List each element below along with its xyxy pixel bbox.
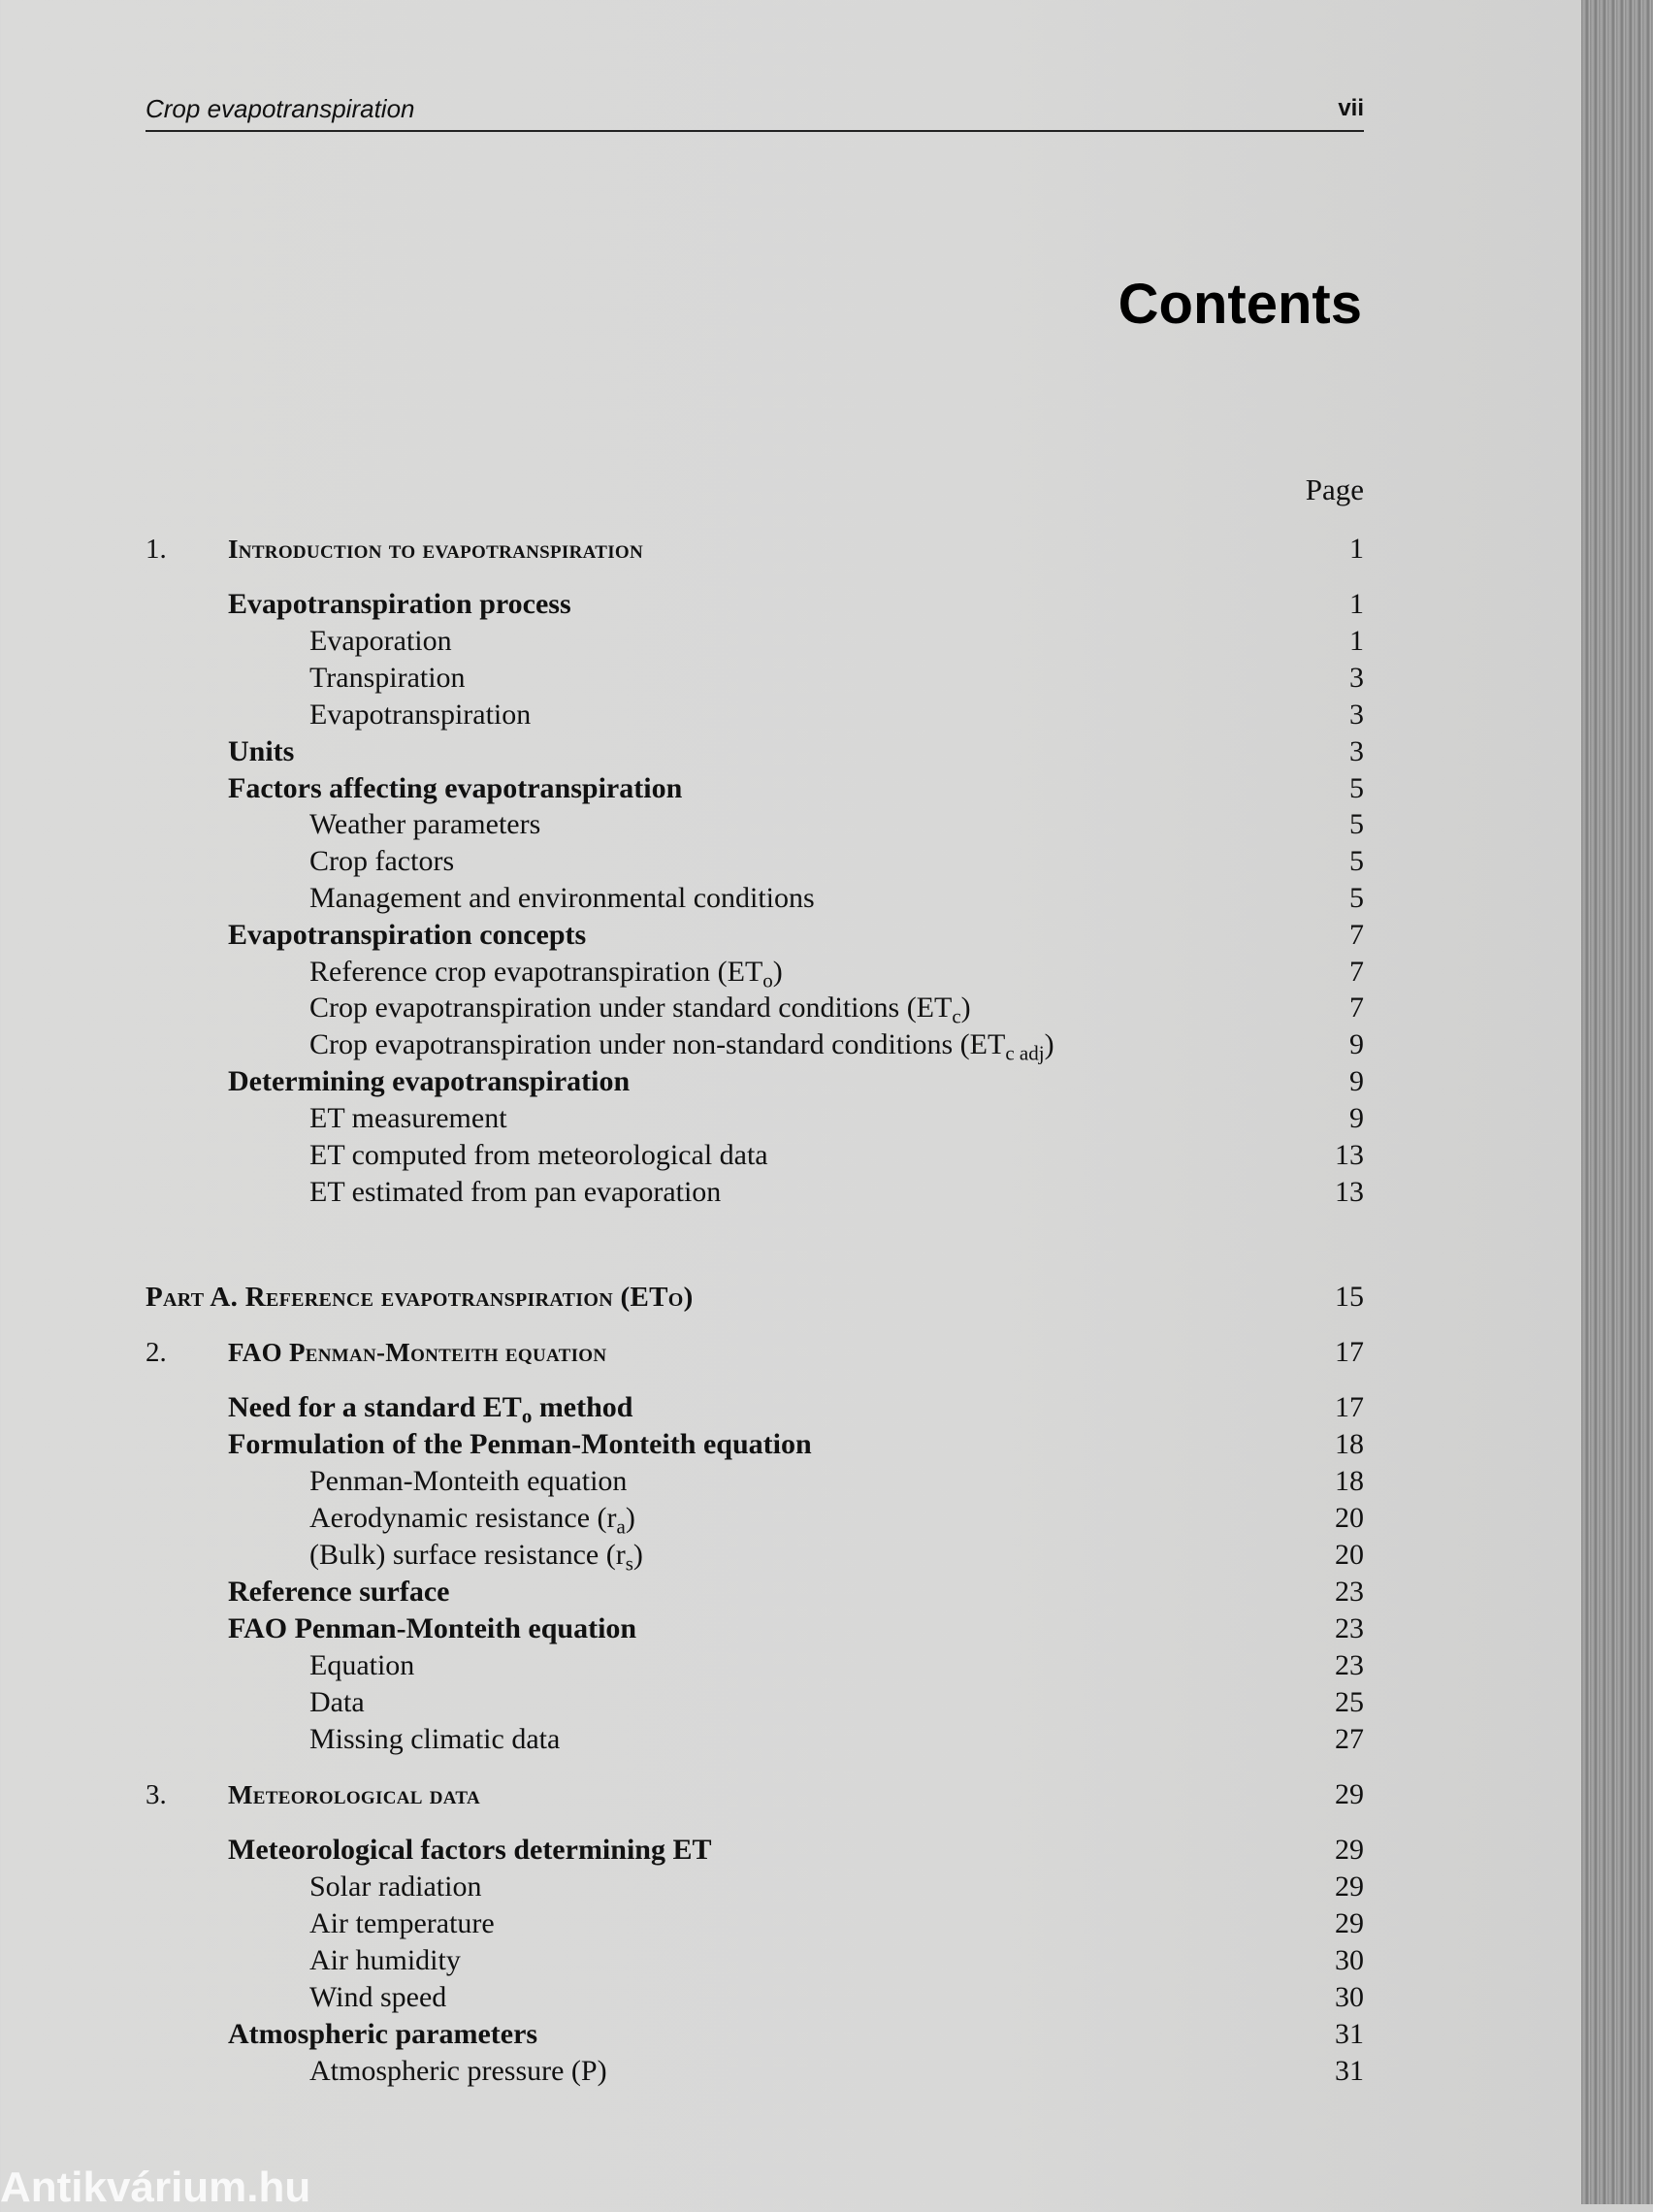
toc-entry-title [309, 1905, 495, 1942]
toc-entry [0, 586, 1364, 623]
toc-entry [0, 1721, 1364, 1758]
toc-entry [0, 1574, 1364, 1610]
toc-entry [0, 1979, 1364, 2016]
toc-entry-text: ET estimated from pan evaporation [309, 1176, 722, 1208]
toc-entry [0, 1463, 1364, 1500]
page-number: 1 [1349, 625, 1364, 657]
toc-entry-text: Missing climatic data [309, 1723, 561, 1755]
toc-entry-title [309, 1137, 768, 1174]
toc-entry-text: Wind speed [309, 1981, 447, 2013]
toc-entry [0, 2016, 1364, 2053]
toc-entry-suffix: method [532, 1391, 633, 1423]
page-number: 30 [1335, 1944, 1364, 1976]
page-title: Contents [1118, 273, 1362, 336]
toc-entry-text: Evapotranspiration concepts [228, 919, 587, 951]
running-head [146, 91, 1364, 132]
toc-entry-title [309, 1174, 721, 1211]
page-number: 3 [1349, 735, 1364, 767]
toc-entry [0, 770, 1364, 807]
toc-entry-title [228, 1063, 630, 1100]
page-number: 27 [1335, 1723, 1364, 1755]
toc-entry-suffix: ) [960, 992, 971, 1024]
toc-entry-text: Factors affecting evapotranspiration [228, 772, 683, 804]
toc-entry [0, 1279, 1364, 1316]
page-number: 17 [1335, 1391, 1364, 1423]
toc-entry [0, 1500, 1364, 1537]
toc-entry-title [309, 1537, 643, 1574]
toc-entry-subscript: c adj [1005, 1041, 1045, 1065]
page-number: 17 [1335, 1336, 1364, 1368]
toc-entry-title [309, 2053, 607, 2090]
toc-entry [0, 1426, 1364, 1463]
toc-entry [0, 990, 1364, 1026]
toc-entry-title [309, 1500, 635, 1537]
toc-entry-title [228, 1574, 450, 1610]
toc-entry [0, 1174, 1364, 1211]
toc-entry-text: Crop evapotranspiration under standard conditions (ET [309, 992, 953, 1024]
toc-entry-text: FAO Penman-Monteith equation [228, 1612, 637, 1644]
toc-entry-title [228, 733, 294, 770]
toc-entry-text: Data [309, 1686, 365, 1718]
page-number: 20 [1335, 1539, 1364, 1571]
toc-entry-suffix: ) [772, 956, 783, 988]
toc-entry-title [228, 770, 682, 807]
toc-entry-title [228, 1610, 636, 1647]
toc-entry-text: ET measurement [309, 1102, 507, 1134]
toc-entry-title [309, 1942, 461, 1979]
toc-entry-title [228, 1334, 606, 1371]
toc-entry-title [309, 660, 466, 697]
page-folio: vii [1338, 95, 1364, 121]
toc-entry-text: Units [228, 735, 295, 767]
toc-entry [0, 1832, 1364, 1869]
chapter-number: 1. [146, 534, 167, 565]
toc-entry [0, 531, 1364, 568]
toc-entry-title [228, 1776, 480, 1813]
toc-entry-title [228, 2016, 537, 2053]
page-number: 30 [1335, 1981, 1364, 2013]
toc-entry [0, 1647, 1364, 1684]
toc-entry [0, 1537, 1364, 1574]
toc-entry-title [309, 1979, 446, 2016]
toc-entry-title [309, 843, 454, 880]
toc-entry-title [309, 1100, 507, 1137]
toc-entry-title [228, 531, 643, 568]
toc-entry [0, 917, 1364, 954]
page-number: 3 [1349, 662, 1364, 694]
page-number: 7 [1349, 956, 1364, 988]
page-edge [1581, 0, 1653, 2204]
toc-entry-text: Introduction to evapotranspiration [228, 535, 643, 564]
toc-entry-title [309, 880, 815, 917]
toc-entry-text: Penman-Monteith equation [309, 1465, 628, 1497]
toc-entry-subscript: o [521, 1404, 533, 1428]
toc-entry-text: Equation [309, 1649, 415, 1681]
toc-entry-text: Formulation of the Penman-Monteith equation [228, 1428, 812, 1460]
toc-entry-text: Meteorological factors determining ET [228, 1834, 712, 1866]
toc-entry-title [309, 623, 452, 660]
toc-entry-title [309, 954, 783, 991]
page-number: 29 [1335, 1907, 1364, 1939]
toc-entry-text: (Bulk) surface resistance (r [309, 1539, 626, 1571]
toc-entry [0, 1137, 1364, 1174]
toc-entry [0, 733, 1364, 770]
toc-entry-text: Determining evapotranspiration [228, 1065, 631, 1097]
toc-entry [0, 880, 1364, 917]
toc-entry [0, 1905, 1364, 1942]
toc-entry-text: Crop factors [309, 845, 455, 877]
toc-entry-title [309, 1721, 560, 1758]
toc-entry [0, 2053, 1364, 2090]
page-number: 13 [1335, 1139, 1364, 1171]
chapter-number: 3. [146, 1779, 167, 1810]
toc-entry [0, 806, 1364, 843]
toc-entry-text: Reference crop evapotranspiration (ET [309, 956, 763, 988]
toc-entry [0, 954, 1364, 991]
toc-entry-title [228, 1389, 632, 1426]
toc-entry-text: Crop evapotranspiration under non-standard conditions (ET [309, 1028, 1006, 1060]
page-number: 3 [1349, 699, 1364, 731]
toc-entry [0, 660, 1364, 697]
toc-entry-text: Transpiration [309, 662, 466, 694]
page-number: 1 [1349, 533, 1364, 565]
page-column-label: Page [1305, 472, 1364, 506]
toc-entry-title [228, 1832, 712, 1869]
toc-entry [0, 1026, 1364, 1063]
toc-entry-title [309, 806, 540, 843]
page-number: 15 [1335, 1281, 1364, 1313]
running-title: Crop evapotranspiration [146, 94, 415, 123]
page-number: 31 [1335, 2018, 1364, 2050]
page-number: 5 [1349, 845, 1364, 877]
toc-entry-title [309, 990, 971, 1026]
toc-entry-text: Atmospheric pressure (P) [309, 2055, 607, 2087]
page-number: 9 [1349, 1102, 1364, 1134]
toc-entry-text: Evapotranspiration [309, 699, 532, 731]
toc-entry-text: Weather parameters [309, 808, 541, 840]
page-number: 23 [1335, 1576, 1364, 1608]
page-number: 9 [1349, 1065, 1364, 1097]
toc-entry [0, 1776, 1364, 1813]
toc-entry-text: Solar radiation [309, 1870, 482, 1903]
page-number: 25 [1335, 1686, 1364, 1718]
toc-entry-text: Need for a standard ET [228, 1391, 522, 1423]
toc-entry-text: Air humidity [309, 1944, 461, 1976]
toc-entry-title [309, 1026, 1054, 1063]
toc-entry-title [309, 1647, 414, 1684]
page-number: 7 [1349, 919, 1364, 951]
toc-entry [0, 1334, 1364, 1371]
toc-entry-subscript: o [762, 968, 773, 992]
toc-entry [0, 1063, 1364, 1100]
page-number: 5 [1349, 882, 1364, 914]
page-number: 5 [1349, 772, 1364, 804]
toc-entry-suffix: ) [632, 1539, 643, 1571]
toc-entry-suffix: ) [1044, 1028, 1054, 1060]
toc-entry-title [228, 586, 571, 623]
toc-entry-text: Atmospheric parameters [228, 2018, 538, 2050]
toc-entry [0, 1389, 1364, 1426]
toc-entry [0, 1942, 1364, 1979]
toc-entry [0, 843, 1364, 880]
toc-entry-title [309, 1684, 365, 1721]
toc-entry-text: Reference surface [228, 1576, 450, 1608]
toc-entry-text: Evapotranspiration process [228, 588, 571, 620]
page-number: 7 [1349, 992, 1364, 1024]
toc-entry-subscript: c [952, 1004, 961, 1028]
toc-entry [0, 697, 1364, 733]
page-number: 29 [1335, 1870, 1364, 1903]
toc-entry-text: Aerodynamic resistance (r [309, 1502, 617, 1534]
toc-entry [0, 1869, 1364, 1905]
page-number: 13 [1335, 1176, 1364, 1208]
page-number: 23 [1335, 1649, 1364, 1681]
toc-entry-title [309, 1869, 481, 1905]
toc-entry [0, 1684, 1364, 1721]
toc-entry-subscript: a [616, 1514, 626, 1539]
page-number: 31 [1335, 2055, 1364, 2087]
chapter-number: 2. [146, 1337, 167, 1368]
toc-entry-text: FAO Penman-Monteith equation [228, 1338, 607, 1367]
toc-entry-text: Evaporation [309, 625, 452, 657]
toc-entry-title [309, 697, 531, 733]
page-number: 1 [1349, 588, 1364, 620]
toc-entry-text: ET computed from meteorological data [309, 1139, 768, 1171]
page-number: 20 [1335, 1502, 1364, 1534]
toc-entry [0, 623, 1364, 660]
page-number: 29 [1335, 1834, 1364, 1866]
page-number: 9 [1349, 1028, 1364, 1060]
toc-entry-title [309, 1463, 627, 1500]
page-number: 23 [1335, 1612, 1364, 1644]
toc-entry-suffix: ) [625, 1502, 635, 1534]
toc-entry-text: Air temperature [309, 1907, 495, 1939]
toc-entry-title [146, 1279, 694, 1316]
page-number: 18 [1335, 1465, 1364, 1497]
toc-entry-title [228, 1426, 812, 1463]
toc-entry [0, 1610, 1364, 1647]
toc-entry-text: Management and environmental conditions [309, 882, 815, 914]
page-number: 29 [1335, 1778, 1364, 1810]
toc-entry-title [228, 917, 586, 954]
watermark: Antikvárium.hu [0, 2163, 311, 2211]
page-number: 18 [1335, 1428, 1364, 1460]
toc-entry-subscript: s [625, 1551, 633, 1576]
toc-entry [0, 1100, 1364, 1137]
toc-entry-text: Part A. Reference evapotranspiration (ETo) [146, 1282, 694, 1313]
page-number: 5 [1349, 808, 1364, 840]
toc-entry-text: Meteorological data [228, 1780, 480, 1809]
